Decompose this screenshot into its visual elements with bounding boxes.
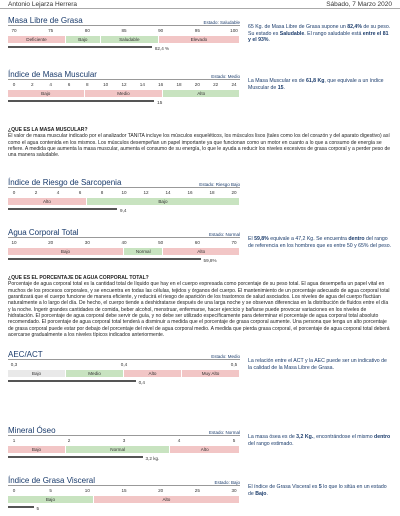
value-bar <box>8 46 152 48</box>
status-label: Estado: Bajo <box>214 480 240 485</box>
status-label: Estado: Riesgo Bajo <box>199 182 240 187</box>
section-row <box>8 176 392 213</box>
highlight: 15 <box>277 84 284 91</box>
range-bar <box>8 36 240 43</box>
tick-label: 95 <box>194 28 200 33</box>
description-text: El índice de Grasa Visceral es <box>248 484 319 490</box>
range-segment-saludable: Saludable <box>101 36 159 43</box>
tick-label: 24 <box>231 82 237 87</box>
tick-label: 10 <box>11 240 17 245</box>
tick-label: 30 <box>84 240 90 245</box>
range-segment-bajo: Bajo <box>66 36 101 43</box>
status-label: Estado: Medio <box>211 354 240 359</box>
report-date: Sábado, 7 Marzo 2020 <box>326 1 392 8</box>
section-oseo <box>8 424 392 461</box>
tick-label: 4 <box>177 438 181 443</box>
description-text: , que equivale a un índice Muscular de <box>248 78 384 91</box>
patient-name: Antonio Lejarza Herrera <box>8 1 78 8</box>
tick-label: 70 <box>11 28 17 33</box>
tick-label: 6 <box>78 190 82 195</box>
status-label: Estado: Normal <box>208 430 240 435</box>
tick-label: 50 <box>158 240 164 245</box>
gauge-block <box>8 424 240 461</box>
value-bar <box>8 100 154 102</box>
section-row <box>8 474 392 511</box>
info-block <box>8 127 392 170</box>
section-header <box>8 14 240 26</box>
tick-label: 10 <box>103 82 109 87</box>
section-row <box>8 68 392 105</box>
tick-label: 16 <box>158 82 164 87</box>
section-header <box>8 226 240 238</box>
tick-labels <box>8 438 240 445</box>
section-description <box>248 348 392 385</box>
section-row <box>8 14 392 51</box>
value-marker <box>8 453 240 461</box>
range-segment-bajo: Bajo <box>8 370 66 377</box>
description-text: . <box>268 37 270 44</box>
value-label: 9,4 <box>120 208 127 213</box>
tick-label: 5 <box>49 488 52 493</box>
description-text: 65 Kg. de Masa Libre de Grasa supone un <box>248 24 348 30</box>
range-segment-normal: Normal <box>66 446 170 453</box>
highlight: Saludable <box>279 30 305 37</box>
tick-label: 15 <box>121 488 127 493</box>
tick-label: 40 <box>121 240 127 245</box>
section-row <box>8 348 392 385</box>
value-label: 82,4 % <box>154 46 170 51</box>
value-bar <box>8 380 136 382</box>
tick-label: 4 <box>56 190 60 195</box>
tick-labels <box>8 362 240 369</box>
gauge-block <box>8 348 240 385</box>
value-label: 0,4 <box>138 380 145 385</box>
tick-label: 10 <box>84 488 90 493</box>
value-marker <box>8 97 240 105</box>
value-bar <box>8 208 117 210</box>
value-marker <box>8 43 240 51</box>
section-description <box>248 474 392 511</box>
tick-labels <box>8 28 240 35</box>
tick-labels <box>8 82 240 89</box>
range-segment-elevado: Elevado <box>159 36 240 43</box>
section-description <box>248 14 392 51</box>
value-bar <box>8 456 143 458</box>
description-text: de su peso. Su estado es <box>248 24 391 37</box>
tick-label: 20 <box>231 190 237 195</box>
range-segment-alto: Alto <box>163 248 240 255</box>
status-label: Estado: Medio <box>211 74 240 79</box>
section-title: Índice de Grasa Visceral <box>8 476 96 485</box>
tick-label: 75 <box>48 28 54 33</box>
section-title: Masa Libre de Grasa <box>8 16 83 25</box>
tick-label: 18 <box>176 82 182 87</box>
description-text: del rango estimado. <box>248 440 294 447</box>
tick-label: 30 <box>231 488 237 493</box>
description-text: , encontrándose el mismo <box>313 434 375 440</box>
value-label: 5 <box>36 506 40 511</box>
tick-label: 25 <box>194 488 200 493</box>
range-bar <box>8 370 240 377</box>
info-heading: ¿QUÉ ES LA MASA MUSCULAR? <box>8 127 88 133</box>
range-segment-bajo: Bajo <box>8 90 85 97</box>
section-title: Índice de Masa Muscular <box>8 70 97 79</box>
highlight: entre el 81 y el 93% <box>248 30 389 44</box>
gauge-block <box>8 474 240 511</box>
info-heading: ¿QUÉ ES EL PORCENTAJE DE AGUA CORPORAL TOTAL? <box>8 275 149 281</box>
value-label: 3,2 kg. <box>145 456 160 461</box>
range-segment-deficiente: Deficiente <box>8 36 66 43</box>
tick-labels <box>8 240 240 247</box>
description-text: La masa ósea es de <box>248 434 297 440</box>
tick-label: 85 <box>121 28 127 33</box>
tick-label: 1 <box>12 438 16 443</box>
tick-label: 0,3 <box>10 362 18 367</box>
section-row <box>8 424 392 461</box>
highlight: dentro <box>374 434 391 440</box>
section-description <box>248 424 392 461</box>
tick-label: 90 <box>158 28 164 33</box>
value-bar <box>8 258 201 260</box>
section-row <box>8 226 392 263</box>
value-marker <box>8 255 240 263</box>
section-title: Índice de Riesgo de Sarcopenia <box>8 178 122 187</box>
range-bar <box>8 90 240 97</box>
range-bar <box>8 198 240 205</box>
header <box>0 0 400 9</box>
tick-label: 0 <box>12 82 16 87</box>
value-bar <box>8 506 34 508</box>
range-segment-alto: Alto <box>163 90 240 97</box>
tick-labels <box>8 190 240 197</box>
tick-label: 2 <box>34 190 38 195</box>
range-segment-bajo: Bajo <box>8 446 66 453</box>
range-segment-medio: Medio <box>85 90 164 97</box>
range-segment-normal: Normal <box>124 248 163 255</box>
description-text: . <box>283 84 285 91</box>
tick-label: 3 <box>122 438 126 443</box>
tick-label: 8 <box>86 82 89 87</box>
section-header <box>8 176 240 188</box>
status-label: Estado: Saludable <box>203 20 240 25</box>
range-segment-bajo: Bajo <box>8 496 94 503</box>
tick-label: 4 <box>49 82 52 87</box>
gauge-block <box>8 226 240 263</box>
range-segment-medio: Medio <box>66 370 124 377</box>
tick-label: 60 <box>194 240 200 245</box>
value-marker <box>8 205 240 213</box>
info-body: Porcentaje de agua corporal total es la cantidad total de líquido que hay en el cuerpo expresada como porcentaje de su peso total. El agua desempeña un papel vital en muchos de los procesos corporales, y se encuentra en todas las células, tejidos y órganos del cuerpo. El mantenimiento de un porcentaje adecuado de agua corporal total garantizará que el cuerpo funcione de manera eficiente, y reducirá el riesgo de aparición de los trastornos de salud asociados. Los niveles de agua del cuerpo fluctúan naturalmente a lo largo del día. De hecho, el cuerpo tiende a deshidratarse después de una larga noche y se observan diferencias en la distribución de fluidos entre el día y la noche. Ingerir grandes cantidades de comida, beber alcohol, menstruar, enfermarse, hacer ejercicio y bañarse puede provocar variaciones en los niveles de hidratación. El porcentaje de agua corporal debe servir de guía, y no debe ser utilizado específicamente para determinar el porcentaje de agua corporal total absoluto recomendado. El porcentaje de agua corporal total tenderá a disminuir a medida que el porcentaje de grasa corporal aumente. Una persona que tenga un alto porcentaje de grasa corporal puede estar por debajo del porcentaje del nivel de agua corporal medio. A medida que pierda grasa corporal, el porcentaje de agua corporal total deberá acercarse gradualmente a los niveles típicos indicados anteriormente. <box>8 281 390 339</box>
description-text: . El rango saludable está <box>304 30 363 37</box>
tick-label: 2 <box>31 82 34 87</box>
section-description <box>248 68 392 105</box>
description-text: La Masa Muscular es de <box>248 78 306 84</box>
range-segment-muy-alto: Muy Alto <box>182 370 240 377</box>
tick-label: 12 <box>121 82 127 87</box>
tick-label: 18 <box>209 190 215 195</box>
value-label: 15 <box>157 100 163 105</box>
highlight: Bajo <box>255 490 267 497</box>
section-title: Mineral Óseo <box>8 426 56 435</box>
highlight: 3,2 Kg. <box>296 434 314 440</box>
section-header <box>8 424 240 436</box>
description-text: La relación entre el ACT y la AEC puede ser un indicativo de la calidad de la Masa Libre de Grasa. <box>248 358 387 371</box>
highlight: 61,8 Kg <box>305 78 325 84</box>
highlight: 5 <box>318 484 322 490</box>
tick-label: 2 <box>67 438 71 443</box>
range-bar <box>8 496 240 503</box>
tick-label: 22 <box>213 82 219 87</box>
section-agua <box>8 226 392 263</box>
tick-label: 80 <box>84 28 90 33</box>
tick-label: 14 <box>165 190 171 195</box>
section-description <box>248 176 392 213</box>
tick-label: 5 <box>232 438 236 443</box>
tick-label: 20 <box>48 240 54 245</box>
section-visceral <box>8 474 392 511</box>
info-block <box>8 275 392 346</box>
tick-label: 20 <box>194 82 200 87</box>
section-header <box>8 68 240 80</box>
tick-label: 20 <box>158 488 164 493</box>
description-text: . <box>266 490 268 497</box>
section-description <box>248 226 392 263</box>
range-segment-alto: Alto <box>8 198 87 205</box>
tick-label: 6 <box>67 82 71 87</box>
section-header <box>8 474 240 486</box>
range-segment-alto: Alto <box>94 496 240 503</box>
gauge-block <box>8 68 240 105</box>
description-text: lo que lo sitúa en un estado de <box>248 484 387 497</box>
tick-label: 12 <box>143 190 149 195</box>
gauge-block <box>8 176 240 213</box>
section-masa-grasa <box>8 14 392 51</box>
tick-labels <box>8 488 240 495</box>
value-marker <box>8 377 240 385</box>
tick-label: 8 <box>100 190 104 195</box>
highlight: 59,8% <box>254 236 269 242</box>
section-title: AEC/ACT <box>8 350 43 359</box>
tick-label: 70 <box>231 240 237 245</box>
section-aec-act <box>8 348 392 385</box>
range-segment-alto: Alto <box>124 370 182 377</box>
highlight: 82,4% <box>347 24 362 30</box>
description-text: del rango de referencia en los hombres que es entre 50 y 65% del peso. <box>248 236 392 249</box>
description-text: El <box>248 236 255 242</box>
highlight: dentro <box>348 236 365 242</box>
tick-label: 10 <box>121 190 127 195</box>
tick-label: 0,4 <box>120 362 128 367</box>
tick-label: 0 <box>12 190 16 195</box>
status-label: Estado: Normal <box>208 232 240 237</box>
tick-label: 16 <box>187 190 193 195</box>
description-text: equivale a 47,2 Kg. Se encuentra <box>268 236 349 242</box>
gauge-block <box>8 14 240 51</box>
range-segment-bajo: Bajo <box>8 248 124 255</box>
tick-label: 14 <box>139 82 145 87</box>
info-body: El valor de masa muscular indicado por el analizador TANITA incluye los músculos esqueléticos, los músculos lisos (tales como los del corazón y del aparato digestivo) así como el agua contenida en los mismos. Los músculos desempeñan un papel importante ya que funcionan como un motor en cuanto a lo que a consumo de energía se refiere. A medida que aumenta la masa muscular, aumenta el consumo de su energía, lo que le ayuda a reducir los niveles excesivos de grasa corporal y a perder peso de una manera saludable. <box>8 133 391 159</box>
section-header <box>8 348 240 360</box>
tick-label: 100 <box>230 28 238 33</box>
range-bar <box>8 248 240 255</box>
range-segment-alto: Alto <box>170 446 240 453</box>
range-bar <box>8 446 240 453</box>
range-segment-bajo: Bajo <box>87 198 240 205</box>
value-label: 59,8% <box>203 258 217 263</box>
section-title: Agua Corporal Total <box>8 228 79 237</box>
section-sarcopenia <box>8 176 392 213</box>
tick-label: 0 <box>12 488 16 493</box>
value-marker <box>8 503 240 511</box>
section-masa-muscular <box>8 68 392 105</box>
tick-label: 0,5 <box>230 362 238 367</box>
